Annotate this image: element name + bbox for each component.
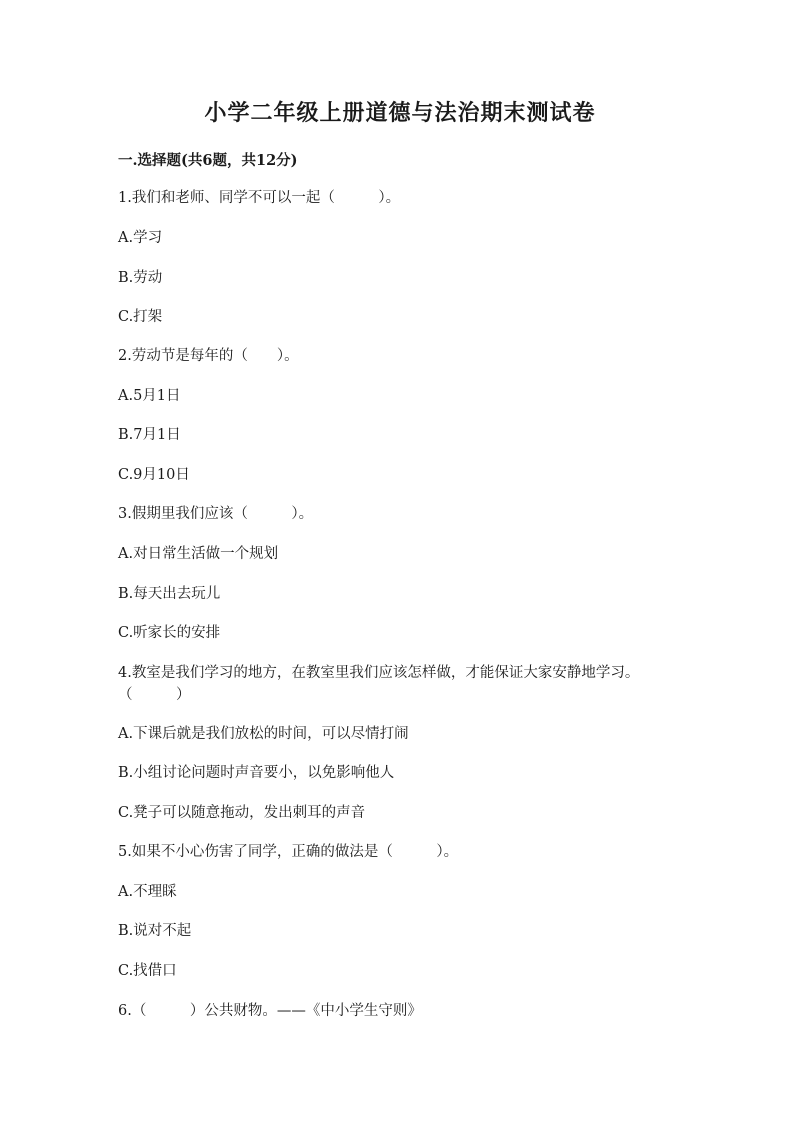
question-5-option-c: C.找借口 (118, 963, 177, 979)
question-1-option-c: C.打架 (118, 309, 163, 325)
question-6-stem: 6.（ ）公共财物。——《中小学生守则》 (118, 1003, 422, 1019)
question-2-option-a: A.5月1日 (118, 388, 181, 404)
question-3-option-a: A.对日常生活做一个规划 (118, 546, 279, 562)
page-title: 小学二年级上册道德与法治期末测试卷 (204, 100, 596, 126)
question-4-option-c: C.凳子可以随意拖动，发出刺耳的声音 (118, 805, 366, 821)
question-4-stem: 4.教室是我们学习的地方，在教室里我们应该怎样做，才能保证大家安静地学习。（ ） (118, 665, 640, 703)
question-2-option-b: B.7月1日 (118, 427, 181, 443)
question-3-option-b: B.每天出去玩儿 (118, 586, 221, 602)
question-3-option-c: C.听家长的安排 (118, 625, 221, 641)
question-4-option-a: A.下课后就是我们放松的时间，可以尽情打闹 (118, 726, 409, 742)
question-4-option-b: B.小组讨论问题时声音要小，以免影响他人 (118, 765, 395, 781)
section-heading: 一.选择题(共6题，共12分) (118, 152, 298, 169)
question-1-option-a: A.学习 (118, 230, 163, 246)
question-2-option-c: C.9月10日 (118, 467, 190, 483)
question-1-stem: 1.我们和老师、同学不可以一起（ ）。 (118, 190, 401, 206)
question-2-stem: 2.劳动节是每年的（ ）。 (118, 348, 299, 364)
question-1-option-b: B.劳动 (118, 270, 163, 286)
question-3-stem: 3.假期里我们应该（ ）。 (118, 506, 314, 522)
question-5-option-b: B.说对不起 (118, 923, 192, 939)
question-5-option-a: A.不理睬 (118, 884, 177, 900)
question-5-stem: 5.如果不小心伤害了同学，正确的做法是（ ）。 (118, 844, 459, 860)
